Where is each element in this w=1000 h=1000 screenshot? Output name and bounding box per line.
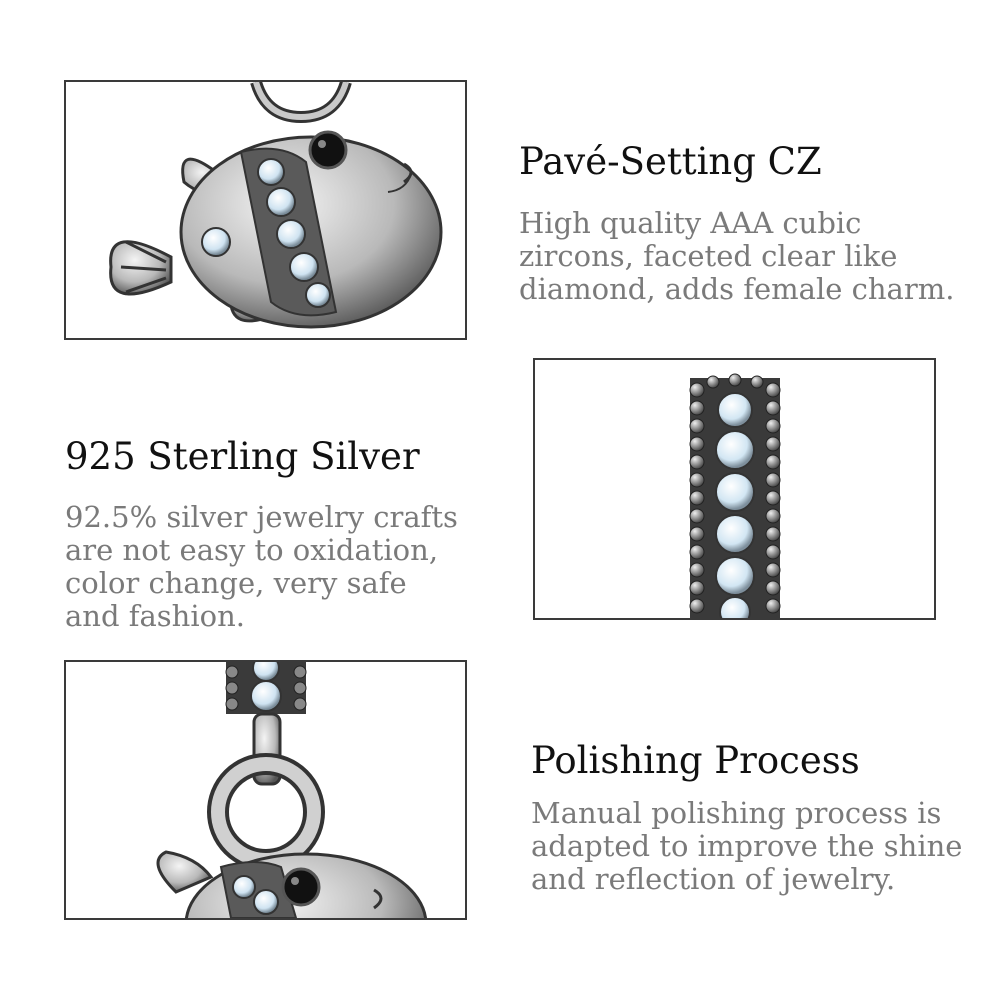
feature-desc-line: and reflection of jewelry. <box>531 862 896 896</box>
feature-desc-line: color change, very safe <box>65 566 407 600</box>
product-image-fish <box>64 80 467 340</box>
product-image-pendant <box>64 660 467 920</box>
feature-desc-line: 92.5% silver jewelry crafts <box>65 500 458 534</box>
feature-desc-line: Manual polishing process is <box>531 796 942 830</box>
pendant-bail-icon <box>66 662 465 918</box>
feature-title-polishing: Polishing Process <box>531 739 860 782</box>
feature-desc-line: High quality AAA cubic <box>519 206 862 240</box>
feature-desc-polishing <box>531 797 962 896</box>
feature-desc-line: zircons, faceted clear like <box>519 239 898 273</box>
feature-title-silver: 925 Sterling Silver <box>65 435 420 478</box>
feature-desc-line: diamond, adds female charm. <box>519 272 955 306</box>
feature-desc-line: are not easy to oxidation, <box>65 533 439 567</box>
feature-title-pave: Pavé-Setting CZ <box>519 140 822 183</box>
product-image-band <box>533 358 936 620</box>
feature-desc-silver <box>65 501 458 633</box>
feature-desc-line: and fashion. <box>65 599 245 633</box>
feature-desc-line: adapted to improve the shine <box>531 829 963 863</box>
fish-charm-icon <box>66 82 465 338</box>
pave-band-icon <box>535 360 934 618</box>
feature-desc-pave <box>519 207 954 306</box>
